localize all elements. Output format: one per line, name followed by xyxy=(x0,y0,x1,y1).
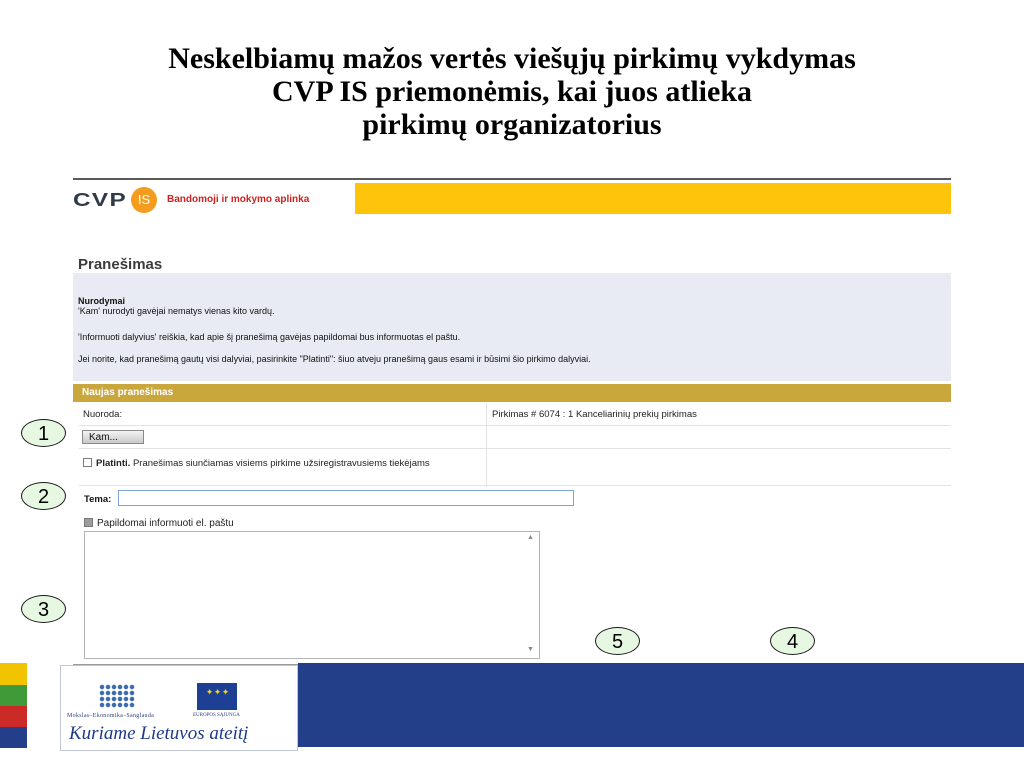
to-recipients-label: Kam... xyxy=(89,432,118,443)
instructions-heading: Nurodymai xyxy=(78,296,126,306)
footer-left-caption: Mokslas–Ekonomika–Sanglauda xyxy=(67,713,155,719)
notify-email-checkbox[interactable] xyxy=(84,518,93,527)
slide-title-line-1: Neskelbiamų mažos vertės viešųjų pirkimų vykdymas xyxy=(168,42,856,75)
esf-logo-icon xyxy=(99,684,135,708)
distribute-option[interactable] xyxy=(83,458,430,469)
instruction-line: 'Informuoti dalyvius' reiškia, kad apie šį pranešimą gavėjas papildomai bus informuotas el paštu. xyxy=(78,332,461,342)
callout-4: 4 xyxy=(770,627,815,655)
callout-2: 2 xyxy=(21,482,66,510)
callout-1: 1 xyxy=(21,419,66,447)
callout-5: 5 xyxy=(595,627,640,655)
cvp-app-window xyxy=(73,178,951,686)
message-textarea[interactable] xyxy=(84,531,540,659)
page-title: Pranešimas xyxy=(78,256,163,273)
recipients-row xyxy=(79,426,951,449)
environment-label: Bandomoji ir mokymo aplinka xyxy=(167,194,310,205)
flag-stripe-green xyxy=(0,685,27,706)
footer-right-caption: EUROPOS SĄJUNGA xyxy=(193,713,240,718)
scroll-down-arrow-icon[interactable]: ▼ xyxy=(527,646,534,653)
subject-input[interactable] xyxy=(118,490,574,506)
reference-label: Nuoroda: xyxy=(83,409,123,420)
callout-3: 3 xyxy=(21,595,66,623)
distribute-label-bold: Platinti. xyxy=(96,458,131,469)
slide-title-line-2: CVP IS priemonėmis, kai juos atlieka xyxy=(271,75,753,108)
instructions-panel xyxy=(73,273,951,381)
to-recipients-button[interactable] xyxy=(82,430,144,444)
form-section-title: Naujas pranešimas xyxy=(82,387,174,398)
instruction-line: Jei norite, kad pranešimą gautų visi dalyviai, pasirinkite "Platinti": šiuo atveju pranešimą gaus esami ir būsimi šio pirkimo dalyviai. xyxy=(78,354,591,364)
distribute-label: Pranešimas siunčiamas visiems pirkime užsiregistravusiems tiekėjams xyxy=(130,458,430,469)
notify-email-label: Papildomai informuoti el. paštu xyxy=(97,518,234,529)
logo-cvp-text: CVP xyxy=(73,190,128,210)
eu-flag-icon: ✦ ✦ ✦ xyxy=(197,683,237,710)
reference-value: Pirkimas # 6074 : 1 Kanceliarinių prekių pirkimas xyxy=(492,409,697,420)
flag-stripe-blue xyxy=(0,727,27,748)
instruction-line: 'Kam' nurodyti gavėjai nematys vienas kito vardų. xyxy=(78,306,275,316)
slide-title xyxy=(0,42,1024,141)
footer-slogan: Kuriame Lietuvos ateitį xyxy=(69,723,249,744)
flag-stripe-red xyxy=(0,706,27,727)
flag-stripe-yellow xyxy=(0,663,27,685)
reference-row xyxy=(79,404,951,426)
scroll-up-arrow-icon[interactable]: ▲ xyxy=(527,534,534,541)
form-section-header xyxy=(73,384,951,402)
footer-band xyxy=(298,663,1024,747)
subject-label: Tema: xyxy=(84,494,112,505)
logo-is-badge: IS xyxy=(131,187,157,213)
header-accent-bar xyxy=(355,183,951,214)
slide-title-line-3: pirkimų organizatorius xyxy=(362,108,662,141)
cvp-is-logo xyxy=(73,186,355,213)
notify-option[interactable] xyxy=(84,518,234,529)
footer-logo-panel xyxy=(60,665,298,751)
app-header xyxy=(73,178,951,216)
distribute-checkbox[interactable] xyxy=(83,458,92,467)
distribute-row xyxy=(79,449,951,486)
